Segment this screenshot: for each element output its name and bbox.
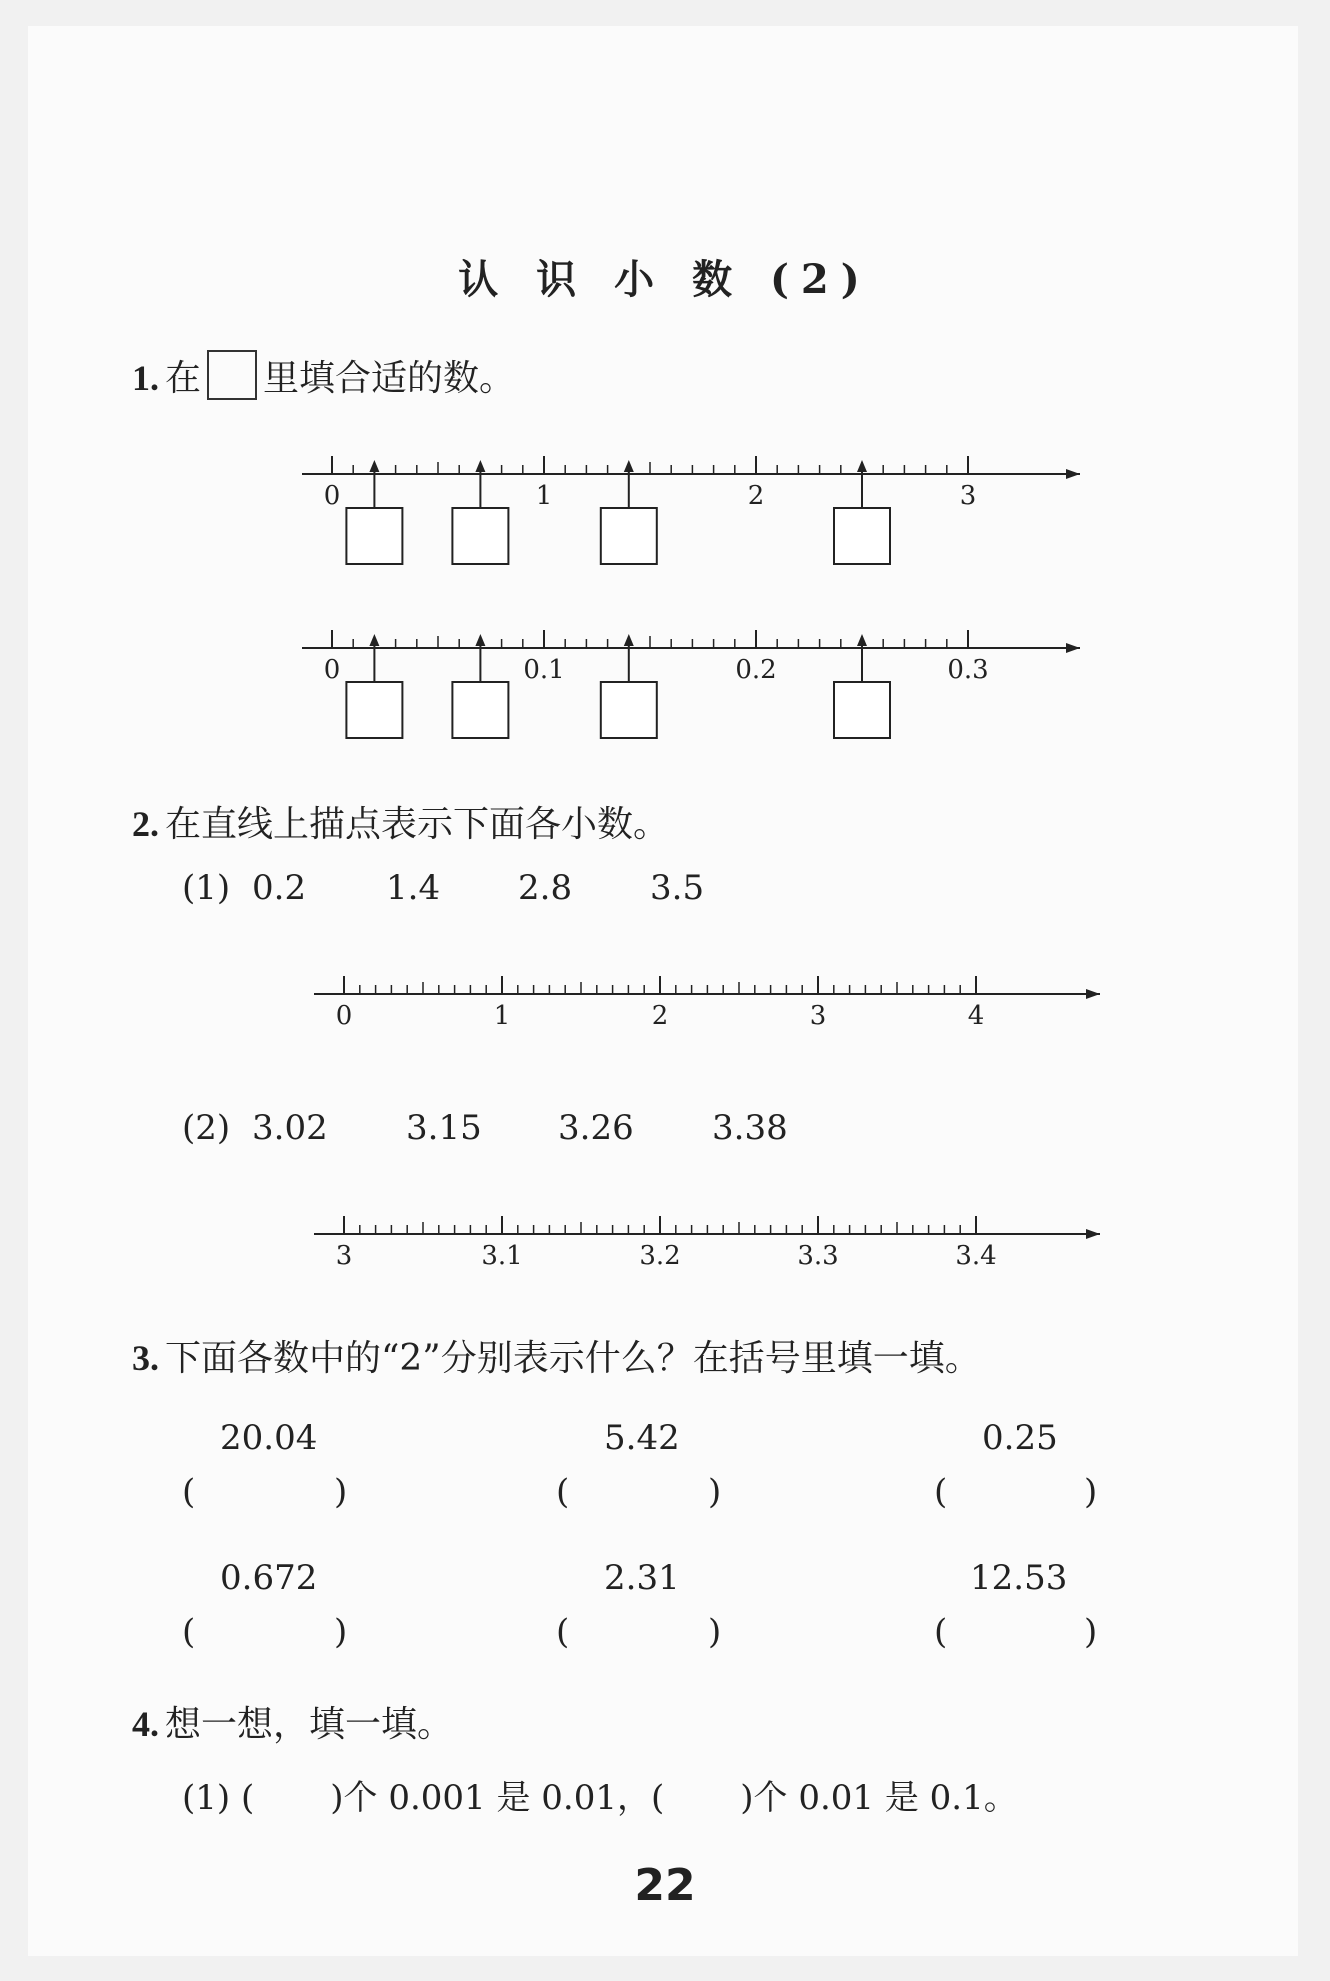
q3-number-item: 2.31 (604, 1558, 680, 1598)
answer-box[interactable] (346, 682, 402, 738)
q3-number-item: 12.53 (970, 1558, 1068, 1598)
q3-answer-open[interactable]: ( (556, 1472, 570, 1512)
tick-label: 0.3 (947, 655, 989, 685)
tick-label: 3 (809, 1001, 827, 1030)
q3-number-item: 0.672 (220, 1558, 318, 1598)
q4-heading (132, 1696, 453, 1747)
q2-p1-value: 0.2 (252, 868, 307, 908)
q4-part1 (182, 1770, 1018, 1819)
q2-p1-value: 2.8 (518, 868, 573, 908)
q3-text: 下面各数中的“2”分别表示什么？在括号里填一填。 (165, 1338, 981, 1379)
q3-answer-open[interactable]: ( (556, 1612, 570, 1652)
q3-number-item: 0.25 (982, 1418, 1058, 1458)
q2-number-line-2[interactable] (290, 1200, 1110, 1270)
q3-number: 3. (132, 1338, 159, 1378)
answer-box[interactable] (834, 682, 890, 738)
q1-number-line-2 (290, 614, 1090, 749)
answer-box[interactable] (601, 508, 657, 564)
q4-part1-label: (1) (182, 1778, 231, 1818)
q2-p2-value: 3.02 (252, 1108, 328, 1148)
q2-heading (132, 796, 669, 847)
q3-answer-close[interactable]: ) (1084, 1472, 1098, 1512)
q2-number: 2. (132, 804, 159, 844)
tick-label: 3.3 (797, 1241, 839, 1270)
q3-answer-open[interactable]: ( (182, 1472, 196, 1512)
q4-number: 4. (132, 1704, 159, 1744)
pointer-arrowhead (475, 634, 485, 646)
tick-label: 3.4 (955, 1241, 997, 1270)
answer-box-sample (207, 350, 257, 400)
pointer-arrowhead (624, 460, 634, 472)
answer-box[interactable] (346, 508, 402, 564)
q3-answer-close[interactable]: ) (1084, 1612, 1098, 1652)
q3-answer-close[interactable]: ) (334, 1472, 348, 1512)
q3-number-item: 20.04 (220, 1418, 318, 1458)
axis-arrowhead (1086, 989, 1100, 999)
tick-label: 0 (323, 655, 341, 685)
axis-arrowhead (1066, 469, 1080, 479)
tick-label: 4 (967, 1001, 985, 1030)
pointer-arrowhead (475, 460, 485, 472)
q4-text: 想一想，填一填。 (165, 1704, 454, 1745)
q3-answer-open[interactable]: ( (182, 1612, 196, 1652)
q4-part1-text-c: )个 0.01 是 0.1。 (740, 1778, 1018, 1818)
q1-text-after: 里填合适的数。 (263, 358, 516, 399)
q2-p2-value: 3.26 (558, 1108, 634, 1148)
tick-label: 3.1 (481, 1241, 523, 1270)
pointer-arrowhead (857, 634, 867, 646)
tick-label: 0.1 (523, 655, 565, 685)
q2-part1-label: (1) (182, 868, 231, 908)
answer-box[interactable] (452, 682, 508, 738)
q3-number-item: 5.42 (604, 1418, 680, 1458)
page-number: 22 (634, 1860, 696, 1911)
pointer-arrowhead (369, 634, 379, 646)
q2-p2-value: 3.15 (406, 1108, 482, 1148)
tick-label: 0 (335, 1001, 353, 1030)
answer-box[interactable] (601, 682, 657, 738)
tick-label: 0.2 (735, 655, 777, 685)
pointer-arrowhead (624, 634, 634, 646)
axis-arrowhead (1066, 643, 1080, 653)
q2-p1-value: 1.4 (386, 868, 441, 908)
pointer-arrowhead (857, 460, 867, 472)
q1-heading (132, 350, 515, 401)
tick-label: 3.2 (639, 1241, 681, 1270)
q1-number: 1. (132, 358, 159, 398)
q2-p1-value: 3.5 (650, 868, 705, 908)
tick-label: 1 (493, 1001, 511, 1030)
answer-box[interactable] (834, 508, 890, 564)
q3-answer-close[interactable]: ) (334, 1612, 348, 1652)
q3-answer-close[interactable]: ) (708, 1472, 722, 1512)
q2-number-line-1[interactable] (290, 960, 1110, 1030)
axis-arrowhead (1086, 1229, 1100, 1239)
q3-heading (132, 1330, 981, 1381)
q3-answer-open[interactable]: ( (934, 1612, 948, 1652)
q3-answer-close[interactable]: ) (708, 1612, 722, 1652)
tick-label: 2 (747, 481, 765, 511)
q1-text-before: 在 (165, 358, 202, 399)
tick-label: 3 (959, 481, 977, 511)
tick-label: 3 (335, 1241, 353, 1270)
tick-label: 0 (323, 481, 341, 511)
q4-part1-text-b[interactable]: )个 0.001 是 0.01，( (330, 1778, 665, 1818)
pointer-arrowhead (369, 460, 379, 472)
q2-p2-value: 3.38 (712, 1108, 788, 1148)
q4-part1-text-a[interactable]: ( (240, 1778, 255, 1818)
q2-text: 在直线上描点表示下面各小数。 (165, 804, 670, 845)
q1-number-line-1 (290, 440, 1090, 575)
answer-box[interactable] (452, 508, 508, 564)
tick-label: 2 (651, 1001, 669, 1030)
tick-label: 1 (535, 481, 553, 511)
q2-part2-label: (2) (182, 1108, 231, 1148)
q3-answer-open[interactable]: ( (934, 1472, 948, 1512)
page-title: 认 识 小 数 (2) (458, 256, 872, 303)
